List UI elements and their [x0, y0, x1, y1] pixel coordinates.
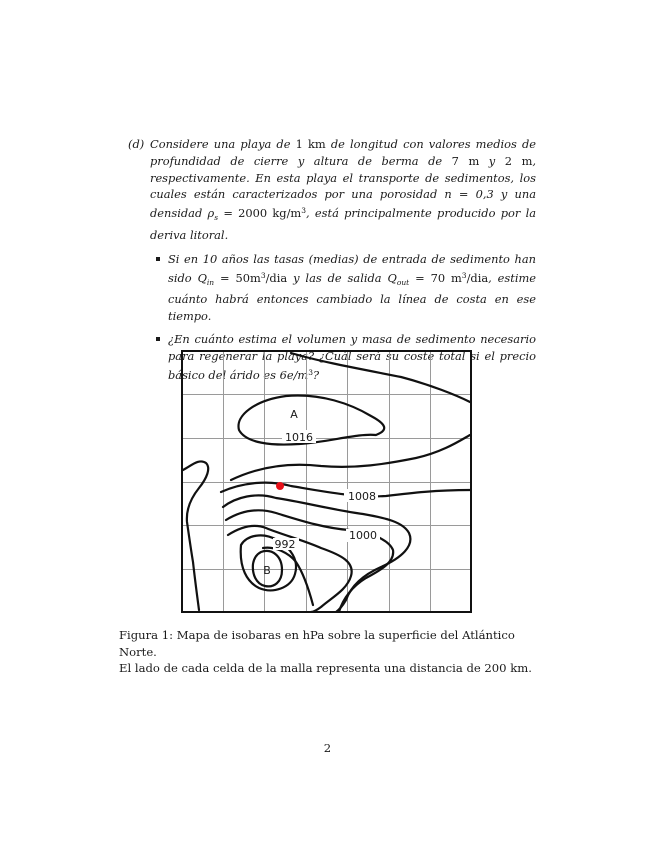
closure-depth-value: 7 m [451, 153, 480, 168]
berm-height-value: 2 m [504, 153, 533, 168]
flow-exponent: 3 [260, 270, 266, 280]
marked-point [276, 482, 284, 490]
text-segment: , respectivamente. En esta playa el transporte de sedimentos, los cuales están caracterizados por una porosidad [150, 153, 536, 202]
problem-paragraph [150, 136, 536, 244]
flow-out-value: = 70 m [409, 270, 462, 285]
isobar-map [181, 350, 472, 613]
density-exponent: 3 [301, 206, 307, 216]
text-segment: y una densidad [150, 187, 536, 221]
flow-unit: /dia [466, 270, 489, 285]
question-item [168, 251, 536, 325]
text-segment: , está principalmente producido por la deriva litoral. [150, 206, 536, 242]
text-segment: Considere una playa de [150, 137, 296, 151]
caption-line: El lado de cada celda de la malla representa una distancia de 200 km. [119, 661, 532, 675]
map-frame [182, 351, 471, 612]
problem-label: (d) [128, 137, 145, 151]
figure-caption [119, 627, 539, 677]
map-grid [181, 350, 472, 613]
text-segment: , estime cuánto habrá entonces cambiado la línea de costa en ese tiempo. [168, 270, 537, 324]
isobar-map-svg [181, 350, 472, 613]
text-segment: Si en 10 años las tasas (medias) de entrada de sedimento han sido [168, 251, 536, 285]
page-number: 2 [323, 741, 332, 755]
flow-subscript: in [206, 277, 215, 287]
isobar-label-1016: 1016 [285, 431, 313, 444]
isobar-label-1008: 1008 [348, 490, 376, 503]
flow-unit: /dia [265, 270, 288, 285]
flow-in-value: = 50m [214, 270, 261, 285]
flow-symbol: Q [387, 270, 397, 285]
text-segment: ¿En cuánto estima el volumen y masa de sedimento necesario para regenerar la playa? ¿Cuál será su coste total si el precio básico del árido es 6e/m [168, 331, 536, 382]
bullet-square-icon [156, 337, 160, 341]
isobar-label-992: 992 [274, 538, 296, 551]
high-pressure-label: A [290, 408, 298, 421]
text-segment: y [479, 153, 505, 168]
length-value: 1 km [295, 137, 326, 151]
bullet-square-icon [156, 257, 160, 261]
isobar-line [231, 435, 470, 480]
low-pressure-label: B [263, 564, 271, 577]
text-segment: de longitud con valores medios de profundidad de cierre y altura de berma de [150, 137, 537, 168]
price-exponent: 3 [308, 367, 313, 377]
isobar-line [183, 461, 208, 610]
text-segment: y las de salida [287, 270, 388, 285]
porosity-value: n = 0,3 [444, 187, 494, 202]
isobar-label-1000: 1000 [349, 529, 377, 542]
flow-exponent: 3 [461, 270, 467, 280]
text-segment: ? [313, 367, 320, 382]
flow-subscript: out [396, 277, 410, 287]
density-value: = 2000 kg/m [218, 206, 302, 221]
caption-line: Figura 1: Mapa de isobaras en hPa sobre la superficie del Atlántico Norte. [119, 628, 515, 659]
flow-symbol: Q [197, 270, 207, 285]
density-symbol: ρ [207, 206, 215, 221]
density-subscript: s [214, 213, 219, 223]
isobar-line [223, 495, 410, 612]
